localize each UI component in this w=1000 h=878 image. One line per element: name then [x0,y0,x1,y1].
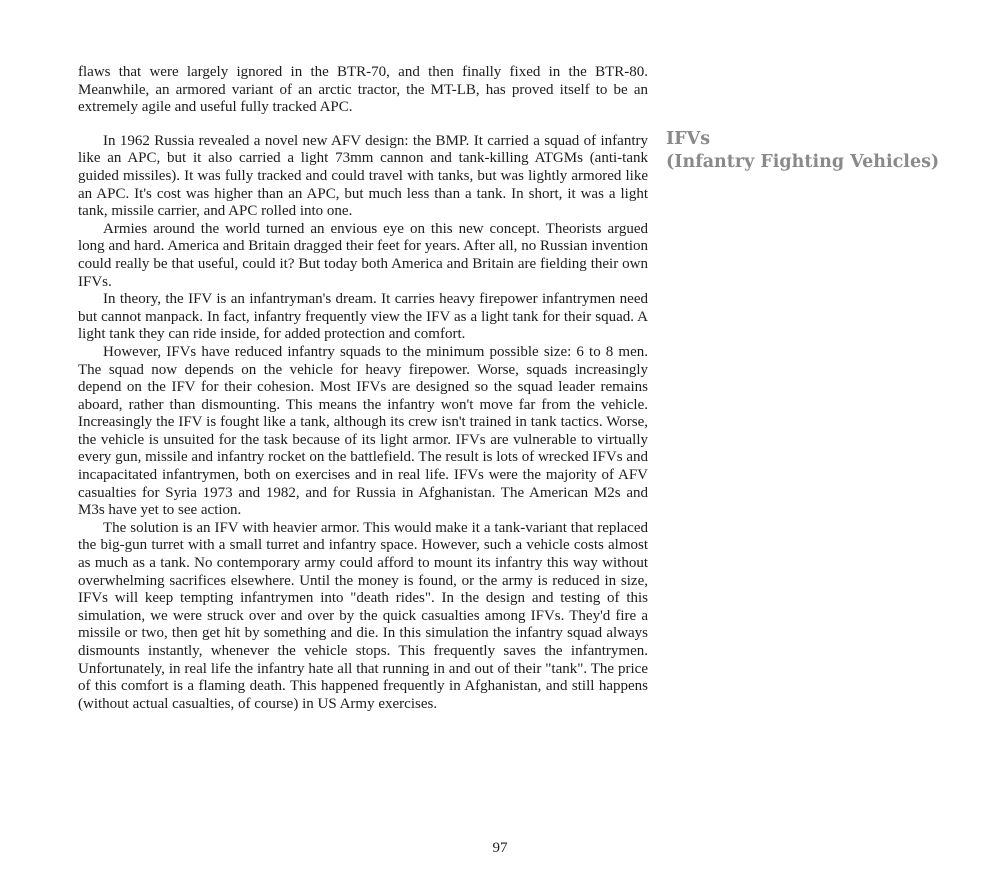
paragraph-theory: In theory, the IFV is an infantryman's dream. It carries heavy firepower infantrymen need but cannot manpack. In fact, infantry frequently view the IFV as a light tank for their squad. A light tank they can ride inside, for added protection and comfort. [78,291,648,343]
paragraph-continuation: flaws that were largely ignored in the BTR-70, and then finally fixed in the BTR-80. Meanwhile, an armored variant of an arctic tractor, the MT-LB, has proved itself to be an extremely agile and useful fully tracked APC. [78,64,648,116]
sidebar-heading-line1: IFVs [666,129,711,149]
sidebar-heading-line2: (Infantry Fighting Vehicles) [666,152,940,172]
paragraph-solution: The solution is an IFV with heavier armor. This would make it a tank-variant that replaced the big-gun turret with a small turret and infantry space. However, such a vehicle costs almost as much as a tank. No contemporary army could afford to mount its infantry this way without overwhelming sacrifices elsewhere. Until the money is found, or the army is reduced in size, IFVs will keep tempting infantrymen into "death rides". In the design and testing of this simulation, we were struck over and over by the quick casualties among IFVs. They'd fire a missile or two, then get hit by something and die. In this simulation the infantry squad always dismounts instantly, whenever the vehicle stops. This frequently saves the infantrymen. Unfortunately, in real life the infantry hate all that running in and out of their "tank". The price of this comfort is a flaming death. This happened frequently in Afghanistan, and still happens (without actual casualties, of course) in US Army exercises. [78,519,648,712]
page-number: 97 [492,840,508,856]
paragraph-bmp-intro: In 1962 Russia revealed a novel new AFV design: the BMP. It carried a squad of infantry like an APC, but it also carried a light 73mm cannon and tank-killing ATGMs (anti-tank guided missiles). It was fully tracked and could travel with tanks, but was lightly armored like an APC. It's cost was higher than an APC, but much less than a tank. In short, it was a light tank, missile carrier, and APC rolled into one. [78,132,648,220]
body-text [78,64,648,713]
paragraph-squad-size: However, IFVs have reduced infantry squads to the minimum possible size: 6 to 8 men. The squad now depends on the vehicle for heavy firepower. Worse, squads increasingly depend on the IFV for their cohesion. Most IFVs are designed so the squad leader remains aboard, rather than dismounting. This means the infantry won't move far from the vehicle. Increasingly the IFV is fought like a tank, although its crew isn't trained in tank tactics. Worse, the vehicle is unsuited for the task because of its light armor. IFVs are vulnerable to virtually every gun, missile and infantry rocket on the battlefield. The result is lots of wrecked IFVs and incapacitated infantrymen, both on exercises and in real life. IFVs were the majority of AFV casualties for Syria 1973 and 1982, and for Russia in Afghanistan. The American M2s and M3s have yet to see action. [78,343,648,519]
paragraph-reaction: Armies around the world turned an envious eye on this new concept. Theorists argued long and hard. America and Britain dragged their feet for years. After all, no Russian invention could really be that useful, could it? But today both America and Britain are fielding their own IFVs. [78,220,648,290]
sidebar-heading [666,128,986,174]
